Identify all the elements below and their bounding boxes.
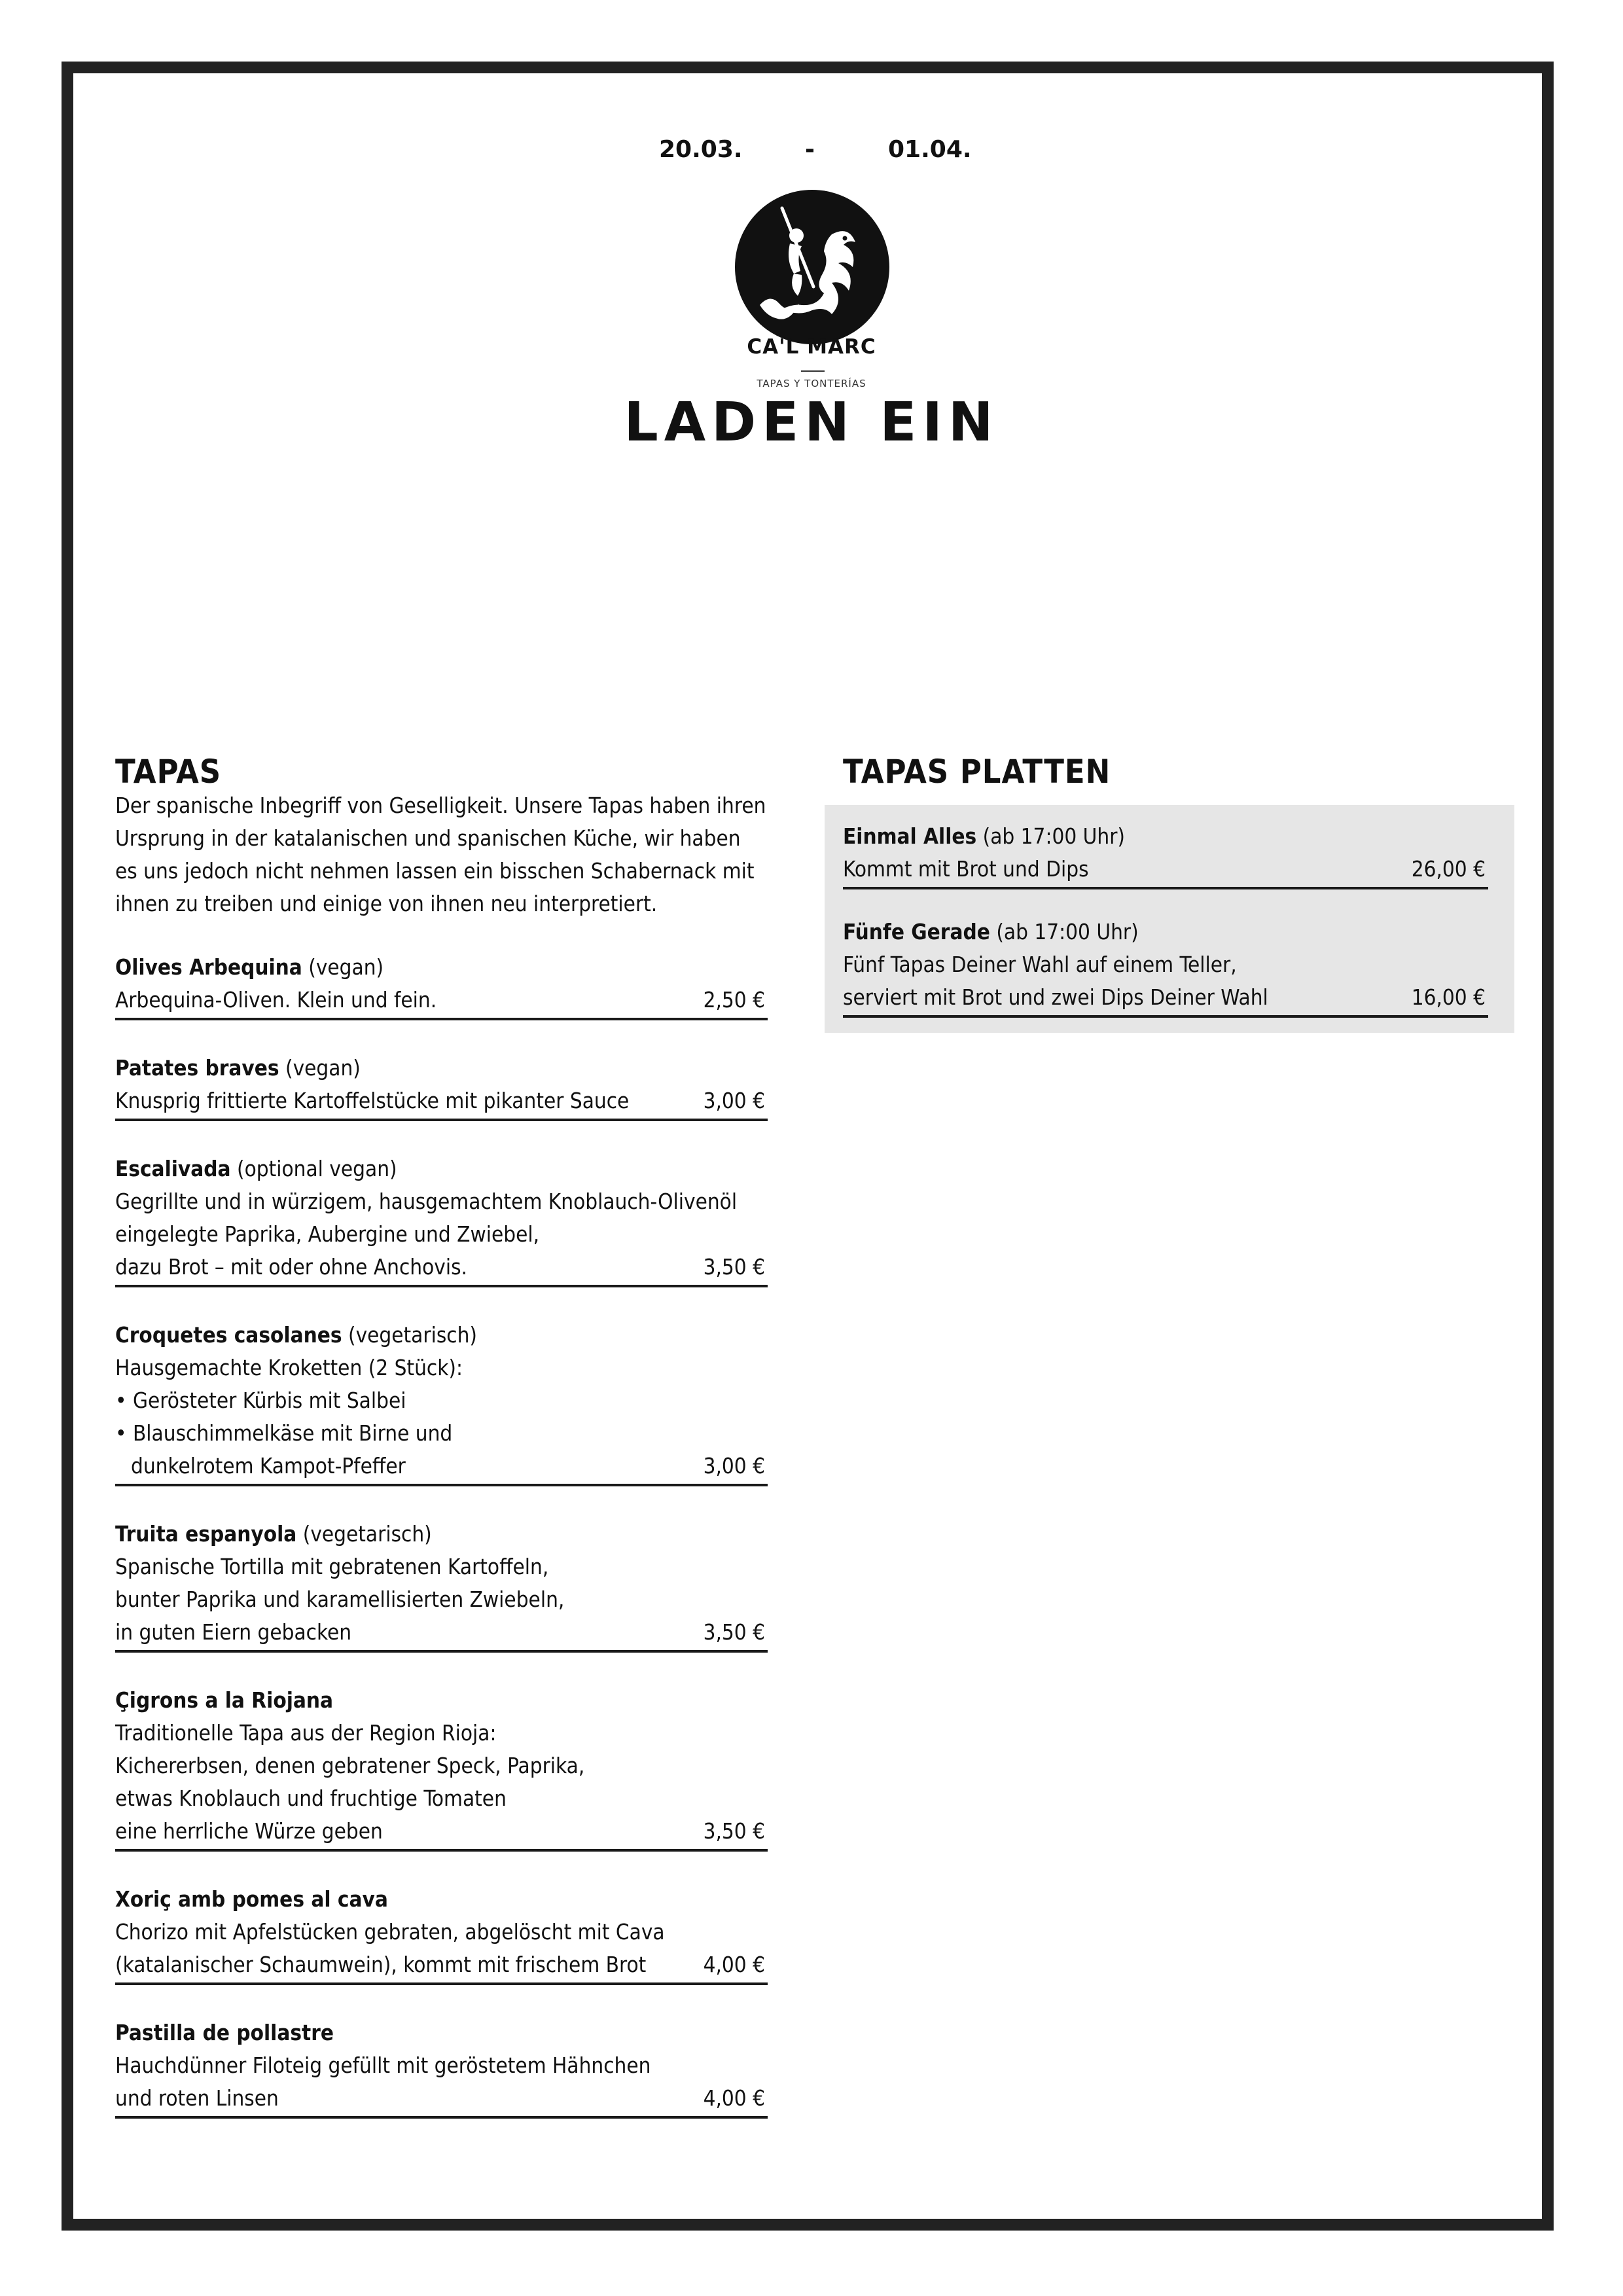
menu-item-description: eingelegte Paprika, Aubergine und Zwiebel, [115, 1221, 540, 1247]
menu-item-last-row [843, 981, 1488, 1014]
menu-item [115, 1153, 768, 1287]
intro-line: ihnen zu treiben und einige von ihnen neu interpretiert. [115, 891, 658, 916]
menu-item [115, 1319, 768, 1486]
menu-item-price: 3,00 € [703, 1453, 765, 1479]
menu-item [115, 1883, 768, 1985]
menu-item-description: in guten Eiern gebacken [115, 1619, 352, 1645]
menu-item-heading [115, 1153, 768, 1185]
intro-line: Der spanische Inbegriff von Geselligkeit. Unsere Tapas haben ihren [115, 793, 766, 818]
menu-item-price: 3,50 € [703, 1254, 765, 1280]
menu-item-last-row [115, 1085, 768, 1117]
menu-item-last-row [115, 1815, 768, 1848]
knight-dragon-logo-icon [734, 188, 891, 346]
menu-item-body [115, 1319, 768, 1482]
menu-item-name: Patates braves [115, 1055, 279, 1081]
menu-item-description: Hauchdünner Filoteig gefüllt mit geröstetem Hähnchen [115, 2053, 651, 2078]
tapas-list [115, 951, 768, 2150]
menu-item-note: (vegan) [279, 1055, 361, 1081]
menu-item-note: (vegan) [302, 954, 384, 980]
menu-item-body [115, 1518, 768, 1649]
menu-item-name: Olives Arbequina [115, 954, 302, 980]
menu-item-note: (vegetarisch) [342, 1322, 478, 1348]
menu-item-name: Fünfe Gerade [843, 919, 990, 944]
menu-item-description: serviert mit Brot und zwei Dips Deiner Wahl [843, 984, 1268, 1010]
menu-item-name: Xoriç amb pomes al cava [115, 1886, 388, 1912]
page-headline: LADEN EIN [624, 391, 999, 454]
menu-item-divider [115, 1018, 768, 1020]
menu-item-description: Fünf Tapas Deiner Wahl auf einem Teller, [843, 952, 1237, 977]
menu-item-last-row [115, 984, 768, 1016]
menu-item-body [843, 916, 1488, 1014]
menu-item-body [115, 1153, 768, 1283]
menu-item-divider [115, 1650, 768, 1653]
menu-item-divider [115, 1484, 768, 1486]
date-separator: - [805, 136, 815, 163]
menu-item-heading [115, 1883, 768, 1916]
tapas-section-title: TAPAS [115, 753, 222, 791]
menu-item-description: Gegrillte und in würzigem, hausgemachtem Knoblauch-Olivenöl [115, 1189, 738, 1214]
menu-item-description: Kichererbsen, denen gebratener Speck, Paprika, [115, 1753, 585, 1778]
date-to: 01.04. [888, 136, 972, 163]
menu-item-divider [115, 1849, 768, 1852]
menu-item-last-row [843, 853, 1488, 886]
menu-item-price: 3,00 € [703, 1088, 765, 1113]
menu-item-divider [843, 1015, 1488, 1018]
menu-item-description: Kommt mit Brot und Dips [843, 856, 1089, 882]
menu-item-description: • Blauschimmelkäse mit Birne und [115, 1420, 453, 1446]
menu-item [843, 916, 1488, 1018]
menu-item-description: bunter Paprika und karamellisierten Zwiebeln, [115, 1587, 565, 1612]
menu-item-body [115, 2017, 768, 2115]
menu-item-name: Croquetes casolanes [115, 1322, 342, 1348]
menu-item-price: 4,00 € [703, 2085, 765, 2111]
brand-tagline: TAPAS Y TONTERÍAS [757, 378, 866, 389]
date-range [0, 136, 1623, 169]
platten-list [843, 820, 1488, 1044]
menu-item-divider [843, 887, 1488, 889]
menu-item-description: eine herrliche Würze geben [115, 1818, 383, 1844]
platten-section-title: TAPAS PLATTEN [843, 753, 1111, 791]
menu-item-heading [115, 1319, 768, 1352]
menu-item [115, 1684, 768, 1852]
menu-item [843, 820, 1488, 889]
menu-item-last-row [115, 1616, 768, 1649]
menu-item-divider [115, 2116, 768, 2119]
intro-line: Ursprung in der katalanischen und spanischen Küche, wir haben [115, 825, 741, 851]
menu-item-heading [115, 1518, 768, 1551]
menu-item-last-row [115, 1948, 768, 1981]
menu-item-body [843, 820, 1488, 886]
menu-item-name: Çigrons a la Riojana [115, 1687, 334, 1713]
menu-item-heading [843, 820, 1488, 853]
menu-item [115, 2017, 768, 2119]
menu-item-note: (ab 17:00 Uhr) [990, 919, 1139, 944]
menu-item [115, 951, 768, 1020]
menu-item [115, 1052, 768, 1121]
menu-item-body [115, 1052, 768, 1117]
menu-item-note: (vegetarisch) [296, 1521, 432, 1547]
menu-item-body [115, 951, 768, 1016]
menu-item-price: 2,50 € [703, 987, 765, 1013]
menu-item-description: Arbequina-Oliven. Klein und fein. [115, 987, 437, 1013]
menu-item-description: Hausgemachte Kroketten (2 Stück): [115, 1355, 463, 1380]
menu-item-description: Traditionelle Tapa aus der Region Rioja: [115, 1720, 497, 1746]
menu-item-note: (optional vegan) [230, 1156, 397, 1181]
menu-item-description: (katalanischer Schaumwein), kommt mit frischem Brot [115, 1952, 647, 1977]
menu-item-description: Spanische Tortilla mit gebratenen Kartoffeln, [115, 1554, 549, 1579]
date-from: 20.03. [659, 136, 743, 163]
menu-item-heading [115, 1684, 768, 1717]
menu-item-divider [115, 1119, 768, 1121]
menu-item-description: und roten Linsen [115, 2085, 279, 2111]
brand-name: CA'L MARC [747, 335, 876, 359]
menu-item-description: dazu Brot – mit oder ohne Anchovis. [115, 1254, 467, 1280]
menu-item-heading [115, 1052, 768, 1085]
menu-item-description: dunkelrotem Kampot-Pfeffer [131, 1453, 406, 1479]
menu-item-description: etwas Knoblauch und fruchtige Tomaten [115, 1785, 507, 1811]
menu-item-last-row [115, 1251, 768, 1283]
brand-divider [801, 370, 825, 372]
menu-item-price: 3,50 € [703, 1619, 765, 1645]
menu-item-last-row [115, 1450, 768, 1482]
menu-item-name: Escalivada [115, 1156, 231, 1181]
menu-item [115, 1518, 768, 1653]
menu-item-divider [115, 1982, 768, 1985]
menu-item-description: Chorizo mit Apfelstücken gebraten, abgelöscht mit Cava [115, 1919, 665, 1945]
menu-item-name: Pastilla de pollastre [115, 2020, 334, 2045]
menu-item-description: • Gerösteter Kürbis mit Salbei [115, 1388, 406, 1413]
menu-item-price: 16,00 € [1411, 984, 1486, 1010]
intro-line: es uns jedoch nicht nehmen lassen ein bisschen Schabernack mit [115, 858, 755, 884]
menu-item-body [115, 1684, 768, 1848]
menu-item-price: 3,50 € [703, 1818, 765, 1844]
menu-item-note: (ab 17:00 Uhr) [976, 823, 1125, 849]
menu-item-heading [843, 916, 1488, 948]
tapas-intro [115, 789, 770, 920]
menu-item-price: 26,00 € [1411, 856, 1486, 882]
menu-item-divider [115, 1285, 768, 1287]
menu-item-heading [115, 951, 768, 984]
menu-item-price: 4,00 € [703, 1952, 765, 1977]
menu-item-name: Einmal Alles [843, 823, 977, 849]
menu-item-description: Knusprig frittierte Kartoffelstücke mit pikanter Sauce [115, 1088, 630, 1113]
menu-item-body [115, 1883, 768, 1981]
menu-item-name: Truita espanyola [115, 1521, 297, 1547]
menu-item-last-row [115, 2082, 768, 2115]
menu-item-heading [115, 2017, 768, 2049]
